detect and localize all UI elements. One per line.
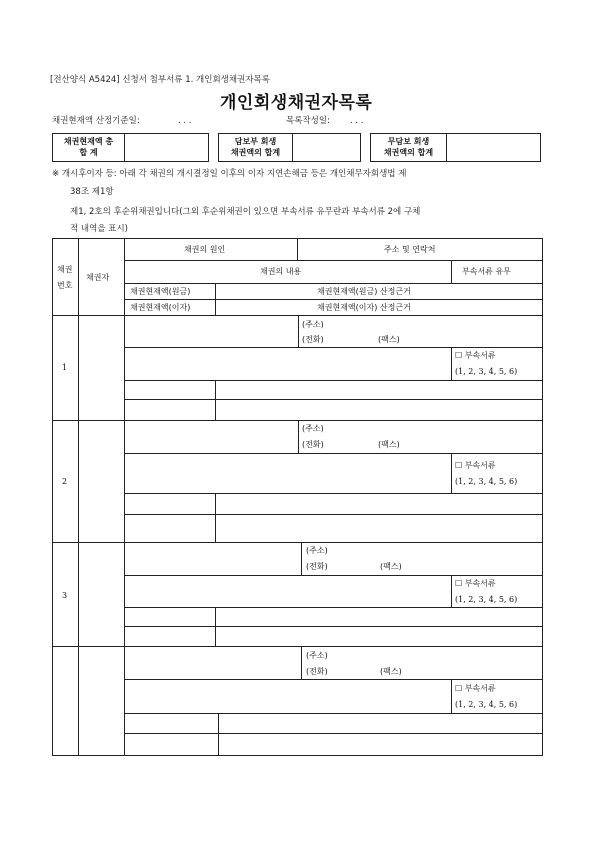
principal-basis-header: 채권현재액(원금) 산정근거 — [317, 287, 411, 296]
attach-options-3: (1, 2, 3, 4, 5, 6) — [455, 595, 518, 604]
unsecured-amount-label: 무담보 회생 채권액의 합계 — [371, 134, 447, 162]
address-label-1: (주소) — [302, 320, 324, 329]
attachment-header: 부속서류 유무 — [462, 267, 511, 276]
cause-header: 채권의 원인 — [184, 245, 226, 254]
address-label-4: (주소) — [306, 651, 328, 660]
address-label-3: (주소) — [306, 546, 328, 555]
content-header: 채권의 내용 — [260, 267, 302, 276]
creditor-no-3: 3 — [62, 591, 68, 600]
note-line-2: 38조 제1항 — [70, 187, 114, 197]
basis-date-label: 채권현재액 산정기준일: — [52, 116, 140, 126]
basis-date-value: . . . — [178, 116, 192, 126]
address-contact-header: 주소 및 연락처 — [384, 245, 436, 254]
phone-label-1: (전화) — [302, 335, 324, 344]
address-label-2: (주소) — [302, 424, 324, 433]
secured-amount-label: 담보부 회생 채권액의 합계 — [219, 134, 293, 162]
fax-label-4: (팩스) — [380, 667, 402, 676]
attach-checkbox-4[interactable]: ☐ 부속서류 — [455, 684, 496, 693]
phone-label-2: (전화) — [302, 440, 324, 449]
attach-checkbox-2[interactable]: ☐ 부속서류 — [455, 461, 496, 470]
attach-checkbox-1[interactable]: ☐ 부속서류 — [455, 351, 496, 360]
page-title: 개인회생채권자목록 — [220, 93, 373, 113]
fax-label-3: (팩스) — [380, 562, 402, 571]
total-amount-label: 채권현재액 총 합 계 — [53, 134, 125, 162]
attach-options-1: (1, 2, 3, 4, 5, 6) — [455, 367, 518, 376]
fax-label-2: (팩스) — [378, 440, 400, 449]
note-line-4: 적 내역을 표시) — [70, 224, 128, 234]
form-reference: [전산양식 A5424] 신청서 첨부서류 1. 개인회생채권자목록 — [50, 75, 270, 85]
creditor-no-header-2: 번호 — [57, 281, 73, 290]
creditor-no-2: 2 — [62, 477, 68, 486]
note-line-1: ※ 개시후이자 등: 아래 각 채권의 개시결정일 이후의 이자 지연손해금 등은 개인채무자회생법 제 — [52, 169, 407, 179]
note-line-3: 제1, 2호의 후순위채권입니다(그외 후순위채권이 있으면 부속서류 유무란과 부속서류 2에 구체 — [70, 207, 421, 217]
principal-header: 채권현재액(원금) — [130, 287, 191, 296]
phone-label-3: (전화) — [306, 562, 328, 571]
created-date-label: 목록작성일: — [286, 116, 330, 126]
attach-checkbox-3[interactable]: ☐ 부속서류 — [455, 579, 496, 588]
interest-basis-header: 채권현재액(이자) 산정근거 — [317, 303, 411, 312]
fax-label-1: (팩스) — [378, 335, 400, 344]
attach-options-4: (1, 2, 3, 4, 5, 6) — [455, 700, 518, 709]
phone-label-4: (전화) — [306, 667, 328, 676]
creditor-no-header-1: 채권 — [57, 265, 73, 274]
creditor-no-1: 1 — [62, 363, 68, 372]
interest-header: 채권현재액(이자) — [130, 303, 191, 312]
creditor-header: 채권자 — [86, 273, 110, 282]
attach-options-2: (1, 2, 3, 4, 5, 6) — [455, 477, 518, 486]
created-date-value: . . . — [350, 116, 364, 126]
